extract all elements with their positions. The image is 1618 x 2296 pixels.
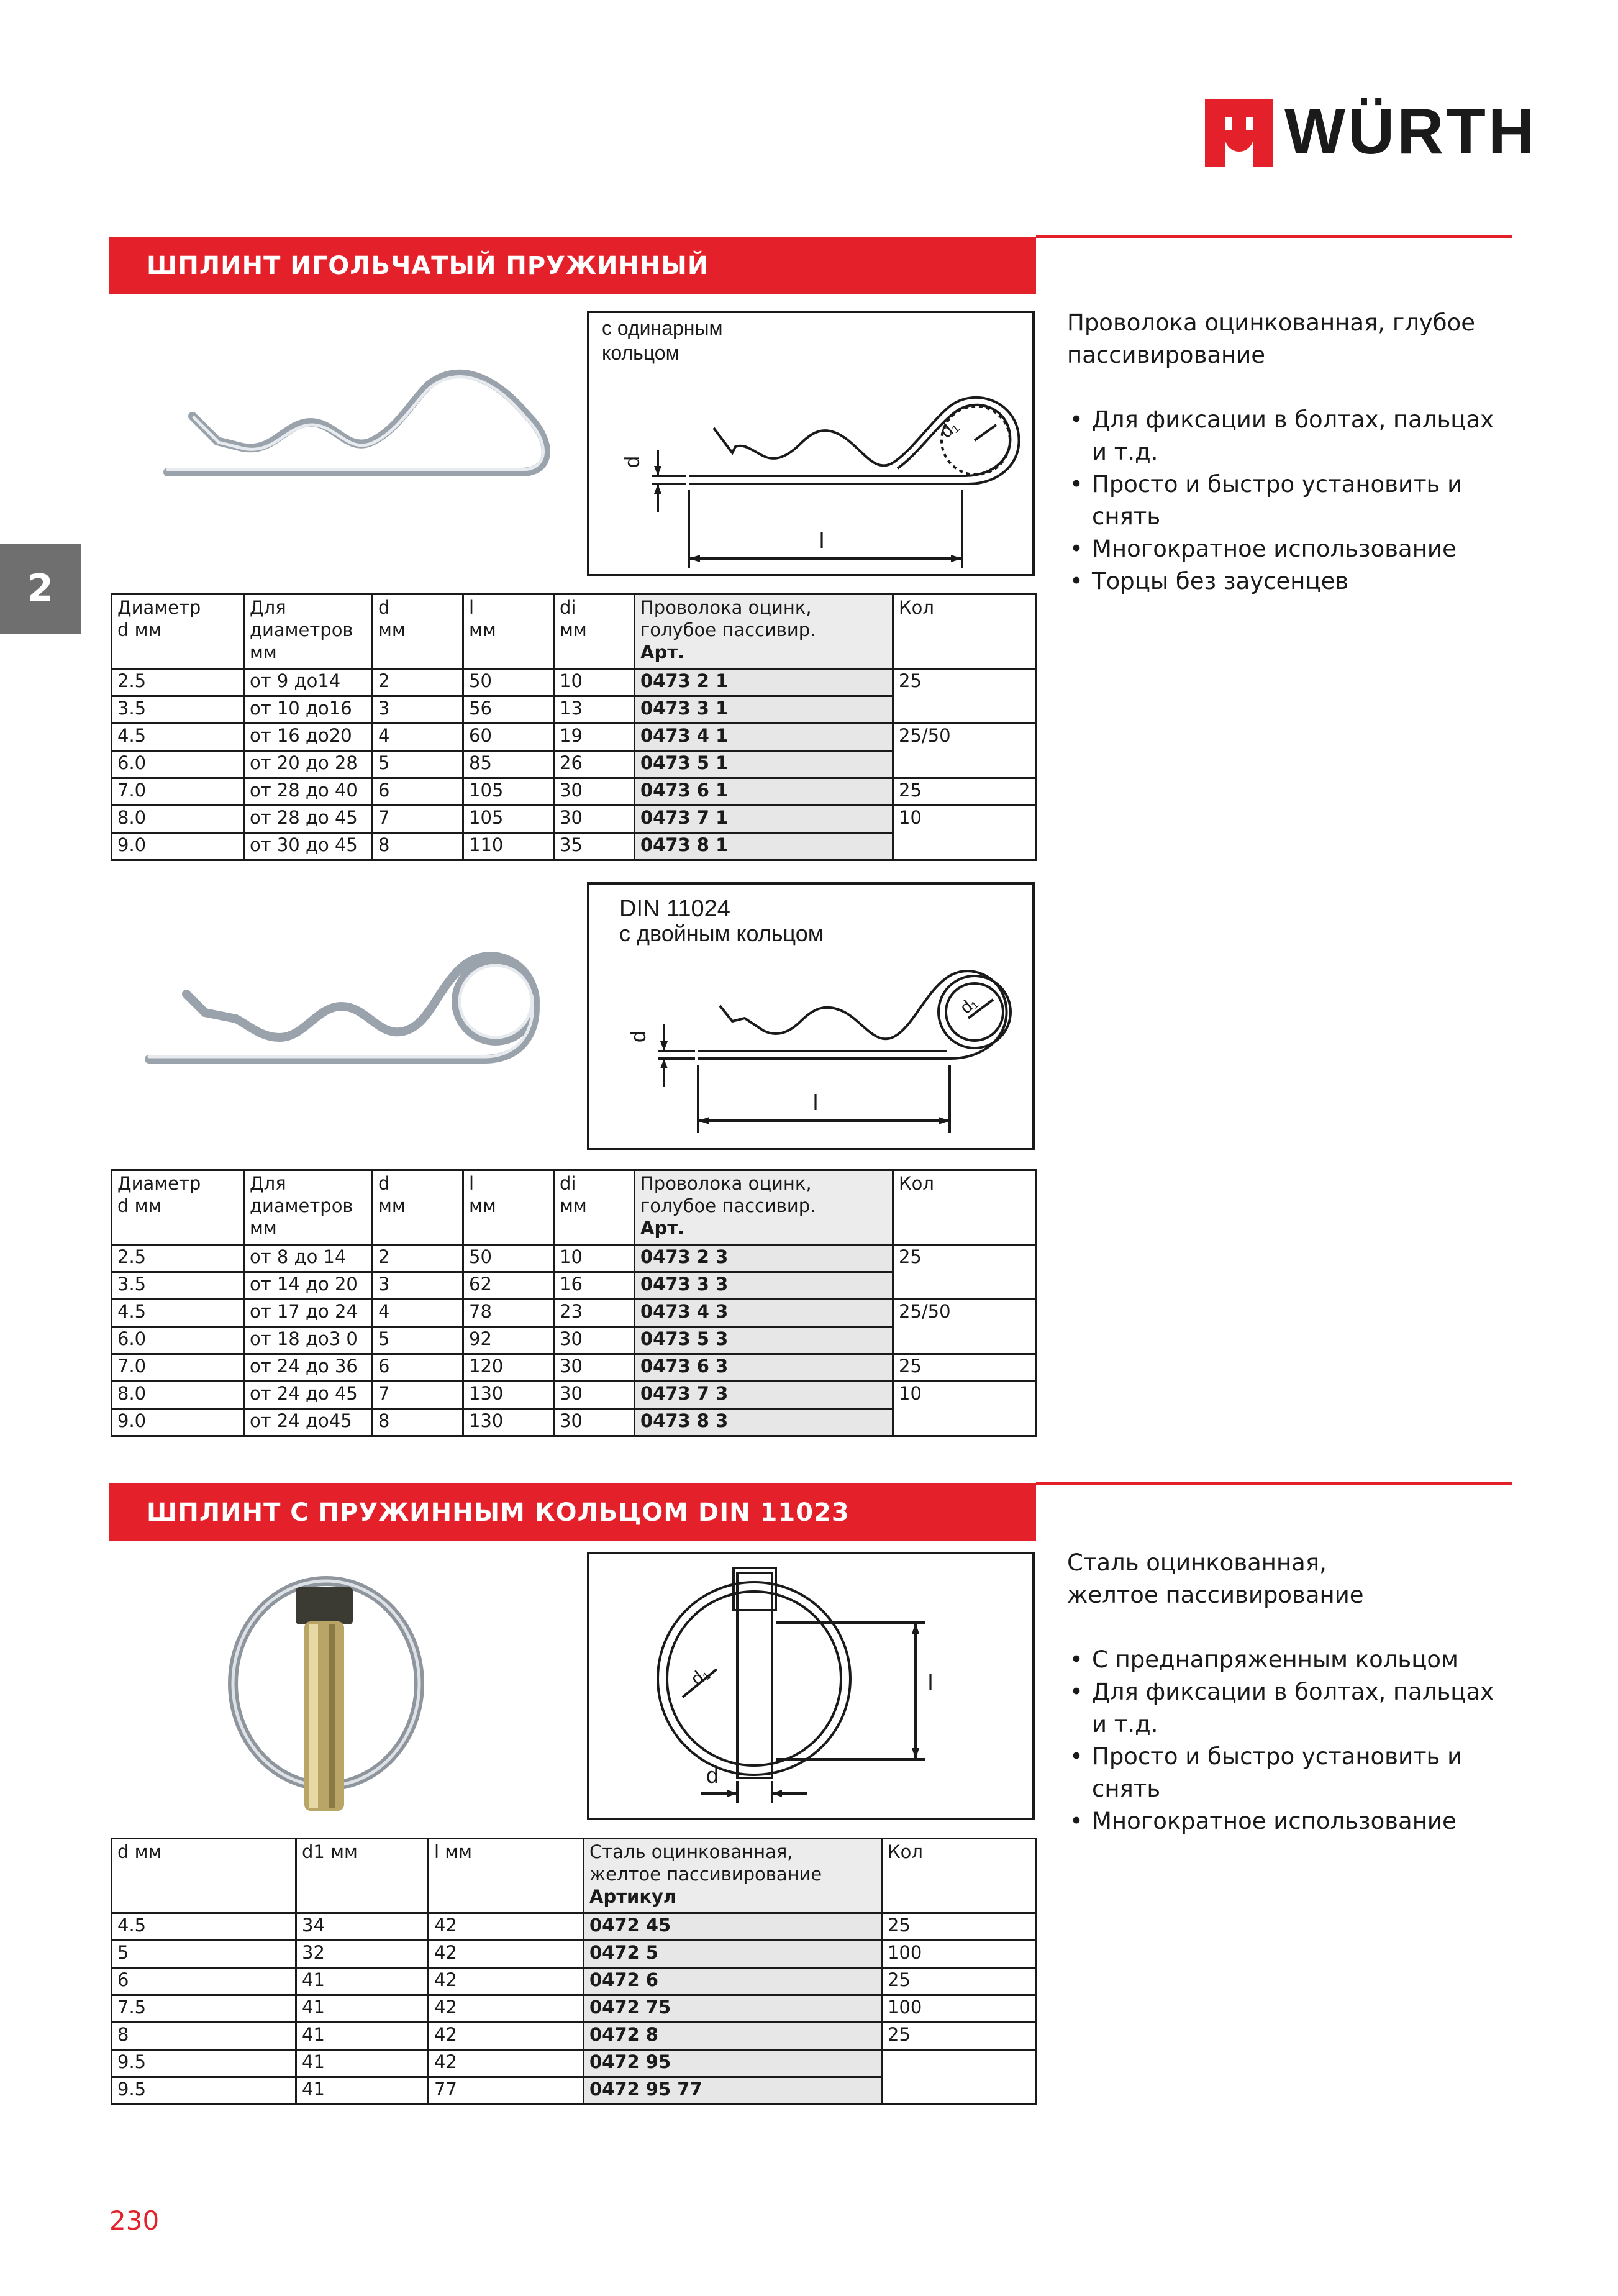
cell-d: 5 bbox=[112, 1941, 296, 1968]
cell-article: 0473 6 3 bbox=[635, 1354, 893, 1382]
spec-table-single-ring bbox=[111, 593, 1037, 861]
cell-qty: 25 bbox=[893, 1245, 1036, 1300]
cell-article: 0473 4 1 bbox=[635, 724, 893, 751]
cell-qty: 25/50 bbox=[893, 724, 1036, 778]
section1-bullet-list bbox=[1067, 404, 1502, 598]
wurth-emblem-icon bbox=[1205, 99, 1273, 167]
table-row bbox=[112, 724, 1036, 751]
cell-di: 30 bbox=[554, 1409, 635, 1436]
bullet-item: • С преднапряженным кольцом bbox=[1067, 1644, 1502, 1676]
cell-l: 42 bbox=[429, 1913, 584, 1941]
cell-qty: 25 bbox=[893, 778, 1036, 806]
cell-l: 105 bbox=[463, 778, 554, 806]
cell-d: 8 bbox=[373, 1409, 463, 1436]
cell-qty: 100 bbox=[882, 1941, 1036, 1968]
cell-d1: 41 bbox=[296, 2050, 429, 2077]
cell-d: 6 bbox=[373, 1354, 463, 1382]
drawing1-dim-l: l bbox=[819, 527, 824, 553]
cell-d: 4.5 bbox=[112, 1913, 296, 1941]
cell-qty: 10 bbox=[893, 1382, 1036, 1436]
cell-article: 0473 8 3 bbox=[635, 1409, 893, 1436]
cell-d: 4 bbox=[373, 1300, 463, 1327]
section1-description bbox=[1067, 307, 1502, 598]
cell-range: от 9 до14 bbox=[244, 669, 373, 696]
drawing1-dim-d1: d₁ bbox=[936, 416, 962, 442]
cell-article: 0472 8 bbox=[584, 2023, 882, 2050]
bullet-item: • Для фиксации в болтах, пальцах и т.д. bbox=[1067, 1676, 1502, 1741]
cell-di: 26 bbox=[554, 751, 635, 778]
section2-title: ШПЛИНТ С ПРУЖИННЫМ КОЛЬЦОМ DIN 11023 bbox=[147, 1498, 850, 1527]
cell-d: 5 bbox=[373, 751, 463, 778]
col-header-range: Для диаметров мм bbox=[244, 594, 373, 669]
table-row bbox=[112, 778, 1036, 806]
col-header-article-desc: Проволока оцинк, голубое пассивир. bbox=[640, 1173, 816, 1216]
col-header-range: Для диаметров мм bbox=[244, 1170, 373, 1245]
cell-diameter: 2.5 bbox=[112, 1245, 244, 1272]
cell-range: от 17 до 24 bbox=[244, 1300, 373, 1327]
table-row bbox=[112, 1941, 1036, 1968]
cell-article: 0473 3 3 bbox=[635, 1272, 893, 1300]
bullet-item: • Торцы без заусенцев bbox=[1067, 565, 1502, 598]
cell-article: 0473 5 3 bbox=[635, 1327, 893, 1354]
cell-d: 9.5 bbox=[112, 2077, 296, 2105]
table-row bbox=[112, 1354, 1036, 1382]
table-row bbox=[112, 2023, 1036, 2050]
wurth-logo bbox=[1205, 96, 1538, 171]
cell-di: 30 bbox=[554, 1354, 635, 1382]
cell-article: 0472 75 bbox=[584, 1995, 882, 2023]
cell-di: 10 bbox=[554, 1245, 635, 1272]
bullet-item: • Многократное использование bbox=[1067, 533, 1502, 565]
section2-bullet-list bbox=[1067, 1644, 1502, 1838]
cell-article: 0472 95 77 bbox=[584, 2077, 882, 2105]
cell-article: 0473 7 3 bbox=[635, 1382, 893, 1409]
cell-article: 0473 8 1 bbox=[635, 833, 893, 860]
cell-qty: 25/50 bbox=[893, 1300, 1036, 1354]
cell-article: 0472 5 bbox=[584, 1941, 882, 1968]
cell-qty: 25 bbox=[893, 1354, 1036, 1382]
product-photo-single-ring bbox=[149, 323, 559, 528]
col-header-diameter: Диаметр d мм bbox=[112, 1170, 244, 1245]
cell-d1: 41 bbox=[296, 2023, 429, 2050]
brand-name: WÜRTH bbox=[1284, 96, 1538, 168]
col-header-qty: Кол bbox=[882, 1839, 1036, 1913]
col-header-d: d мм bbox=[373, 1170, 463, 1245]
technical-drawing-single-ring bbox=[587, 311, 1035, 576]
drawing2-caption-line2: с двойным кольцом bbox=[619, 921, 824, 946]
cell-diameter: 3.5 bbox=[112, 1272, 244, 1300]
cell-range: от 28 до 45 bbox=[244, 806, 373, 833]
bullet-item: • Для фиксации в болтах, пальцах и т.д. bbox=[1067, 404, 1502, 468]
cell-d1: 34 bbox=[296, 1913, 429, 1941]
cell-l: 42 bbox=[429, 1968, 584, 1995]
cell-d: 5 bbox=[373, 1327, 463, 1354]
cell-di: 30 bbox=[554, 806, 635, 833]
spec-table-double-ring bbox=[111, 1169, 1037, 1437]
drawing3-dim-l: l bbox=[928, 1669, 933, 1695]
table-row bbox=[112, 1995, 1036, 2023]
bullet-item: • Просто и быстро установить и снять bbox=[1067, 468, 1502, 533]
col-header-di: di мм bbox=[554, 594, 635, 669]
bullet-item: • Многократное использование bbox=[1067, 1805, 1502, 1838]
cell-l: 56 bbox=[463, 696, 554, 724]
col-header-article-label: Арт. bbox=[640, 642, 685, 663]
cell-qty: 25 bbox=[882, 1968, 1036, 1995]
cell-di: 10 bbox=[554, 669, 635, 696]
cell-l: 42 bbox=[429, 1941, 584, 1968]
cell-di: 16 bbox=[554, 1272, 635, 1300]
cell-d: 8 bbox=[373, 833, 463, 860]
cell-article: 0472 45 bbox=[584, 1913, 882, 1941]
cell-d1: 32 bbox=[296, 1941, 429, 1968]
cell-di: 30 bbox=[554, 1382, 635, 1409]
col-header-qty: Кол bbox=[893, 594, 1036, 669]
section2-header-bar bbox=[109, 1483, 1036, 1541]
bullet-item: • Просто и быстро установить и снять bbox=[1067, 1741, 1502, 1805]
cell-article: 0472 95 bbox=[584, 2050, 882, 2077]
cell-l: 62 bbox=[463, 1272, 554, 1300]
col-header-l: l мм bbox=[463, 594, 554, 669]
drawing1-dim-d: d bbox=[620, 456, 644, 468]
drawing3-dim-d1: d₁ bbox=[687, 1663, 713, 1690]
col-header-qty: Кол bbox=[893, 1170, 1036, 1245]
cell-d: 7.5 bbox=[112, 1995, 296, 2023]
cell-diameter: 7.0 bbox=[112, 1354, 244, 1382]
table-row bbox=[112, 806, 1036, 833]
col-header-article-desc: Проволока оцинк, голубое пассивир. bbox=[640, 597, 816, 640]
cell-di: 30 bbox=[554, 1327, 635, 1354]
cell-diameter: 2.5 bbox=[112, 669, 244, 696]
col-header-l: l мм bbox=[429, 1839, 584, 1913]
cell-range: от 10 до16 bbox=[244, 696, 373, 724]
cell-d: 2 bbox=[373, 669, 463, 696]
cell-d: 4 bbox=[373, 724, 463, 751]
cell-l: 42 bbox=[429, 1995, 584, 2023]
cell-article: 0473 6 1 bbox=[635, 778, 893, 806]
table-row bbox=[112, 1300, 1036, 1327]
cell-l: 92 bbox=[463, 1327, 554, 1354]
cell-range: от 16 до20 bbox=[244, 724, 373, 751]
table-row bbox=[112, 2050, 1036, 2077]
table-row bbox=[112, 1245, 1036, 1272]
col-header-d1: d1 мм bbox=[296, 1839, 429, 1913]
cell-di: 30 bbox=[554, 778, 635, 806]
drawing2-dim-d: d bbox=[626, 1031, 650, 1042]
cell-di: 13 bbox=[554, 696, 635, 724]
section1-description-text: Проволока оцинкованная, глубое пассивирование bbox=[1067, 309, 1476, 368]
cell-range: от 30 до 45 bbox=[244, 833, 373, 860]
table-row bbox=[112, 1382, 1036, 1409]
cell-article: 0473 7 1 bbox=[635, 806, 893, 833]
product-photo-double-ring bbox=[137, 919, 559, 1093]
cell-diameter: 8.0 bbox=[112, 806, 244, 833]
cell-range: от 14 до 20 bbox=[244, 1272, 373, 1300]
col-header-di: di мм bbox=[554, 1170, 635, 1245]
cell-d: 7 bbox=[373, 1382, 463, 1409]
cell-range: от 24 до 45 bbox=[244, 1382, 373, 1409]
drawing2-dim-d1: d₁ bbox=[956, 992, 981, 1018]
cell-article: 0472 6 bbox=[584, 1968, 882, 1995]
cell-d: 7 bbox=[373, 806, 463, 833]
cell-diameter: 7.0 bbox=[112, 778, 244, 806]
col-header-article-label: Арт. bbox=[640, 1218, 685, 1239]
cell-qty: 25 bbox=[882, 1913, 1036, 1941]
cell-qty: 25 bbox=[882, 2023, 1036, 2050]
col-header-article bbox=[584, 1839, 882, 1913]
cell-qty: 10 bbox=[893, 806, 1036, 860]
drawing1-caption: с одинарным кольцом bbox=[602, 317, 723, 364]
col-header-l: l мм bbox=[463, 1170, 554, 1245]
cell-range: от 28 до 40 bbox=[244, 778, 373, 806]
table-row bbox=[112, 669, 1036, 696]
cell-d: 3 bbox=[373, 696, 463, 724]
page-number: 230 bbox=[109, 2205, 160, 2236]
cell-article: 0473 2 1 bbox=[635, 669, 893, 696]
cell-diameter: 6.0 bbox=[112, 751, 244, 778]
col-header-diameter: Диаметр d мм bbox=[112, 594, 244, 669]
col-header-article-desc: Сталь оцинкованная, желтое пассивирование bbox=[589, 1841, 822, 1885]
col-header-d: d мм bbox=[373, 594, 463, 669]
cell-d: 6 bbox=[112, 1968, 296, 1995]
cell-article: 0473 3 1 bbox=[635, 696, 893, 724]
cell-d: 9.5 bbox=[112, 2050, 296, 2077]
section2-description bbox=[1067, 1547, 1502, 1838]
cell-range: от 24 до45 bbox=[244, 1409, 373, 1436]
col-header-article-label: Артикул bbox=[589, 1886, 677, 1907]
technical-drawing-linch-pin bbox=[587, 1552, 1035, 1820]
drawing2-caption-line1: DIN 11024 bbox=[619, 896, 730, 922]
col-header-d: d мм bbox=[112, 1839, 296, 1913]
cell-l: 42 bbox=[429, 2050, 584, 2077]
col-header-article bbox=[635, 594, 893, 669]
cell-diameter: 8.0 bbox=[112, 1382, 244, 1409]
cell-article: 0473 5 1 bbox=[635, 751, 893, 778]
cell-d: 2 bbox=[373, 1245, 463, 1272]
cell-l: 130 bbox=[463, 1382, 554, 1409]
drawing2-dim-l: l bbox=[813, 1090, 818, 1115]
cell-d1: 41 bbox=[296, 1995, 429, 2023]
cell-l: 50 bbox=[463, 1245, 554, 1272]
cell-l: 110 bbox=[463, 833, 554, 860]
cell-l: 105 bbox=[463, 806, 554, 833]
drawing3-dim-d: d bbox=[706, 1762, 719, 1788]
table-row bbox=[112, 1968, 1036, 1995]
cell-range: от 20 до 28 bbox=[244, 751, 373, 778]
cell-l: 42 bbox=[429, 2023, 584, 2050]
cell-diameter: 9.0 bbox=[112, 1409, 244, 1436]
cell-diameter: 6.0 bbox=[112, 1327, 244, 1354]
technical-drawing-double-ring bbox=[587, 882, 1035, 1150]
cell-l: 77 bbox=[429, 2077, 584, 2105]
cell-diameter: 9.0 bbox=[112, 833, 244, 860]
cell-d: 8 bbox=[112, 2023, 296, 2050]
cell-diameter: 4.5 bbox=[112, 1300, 244, 1327]
cell-diameter: 4.5 bbox=[112, 724, 244, 751]
cell-range: от 18 до3 0 bbox=[244, 1327, 373, 1354]
section1-header-bar bbox=[109, 237, 1036, 294]
cell-d1: 41 bbox=[296, 1968, 429, 1995]
section2-rule bbox=[1036, 1482, 1512, 1485]
spec-table-linch-pin bbox=[111, 1838, 1037, 2105]
cell-d: 6 bbox=[373, 778, 463, 806]
cell-l: 120 bbox=[463, 1354, 554, 1382]
chapter-tab: 2 bbox=[0, 544, 81, 634]
section1-title: ШПЛИНТ ИГОЛЬЧАТЫЙ ПРУЖИННЫЙ bbox=[147, 252, 709, 280]
cell-di: 19 bbox=[554, 724, 635, 751]
cell-qty: 25 bbox=[893, 669, 1036, 724]
product-photo-linch-pin bbox=[205, 1562, 447, 1823]
table-row bbox=[112, 1913, 1036, 1941]
cell-d: 3 bbox=[373, 1272, 463, 1300]
cell-l: 60 bbox=[463, 724, 554, 751]
cell-article: 0473 4 3 bbox=[635, 1300, 893, 1327]
col-header-article bbox=[635, 1170, 893, 1245]
cell-l: 130 bbox=[463, 1409, 554, 1436]
cell-l: 50 bbox=[463, 669, 554, 696]
cell-diameter: 3.5 bbox=[112, 696, 244, 724]
cell-range: от 8 до 14 bbox=[244, 1245, 373, 1272]
cell-d1: 41 bbox=[296, 2077, 429, 2105]
cell-di: 23 bbox=[554, 1300, 635, 1327]
cell-article: 0473 2 3 bbox=[635, 1245, 893, 1272]
cell-qty: 100 bbox=[882, 1995, 1036, 2023]
cell-l: 85 bbox=[463, 751, 554, 778]
cell-range: от 24 до 36 bbox=[244, 1354, 373, 1382]
section2-description-text: Сталь оцинкованная, желтое пассивирование bbox=[1067, 1549, 1364, 1608]
cell-l: 78 bbox=[463, 1300, 554, 1327]
cell-di: 35 bbox=[554, 833, 635, 860]
section1-rule bbox=[1036, 235, 1512, 238]
cell-qty bbox=[882, 2050, 1036, 2105]
